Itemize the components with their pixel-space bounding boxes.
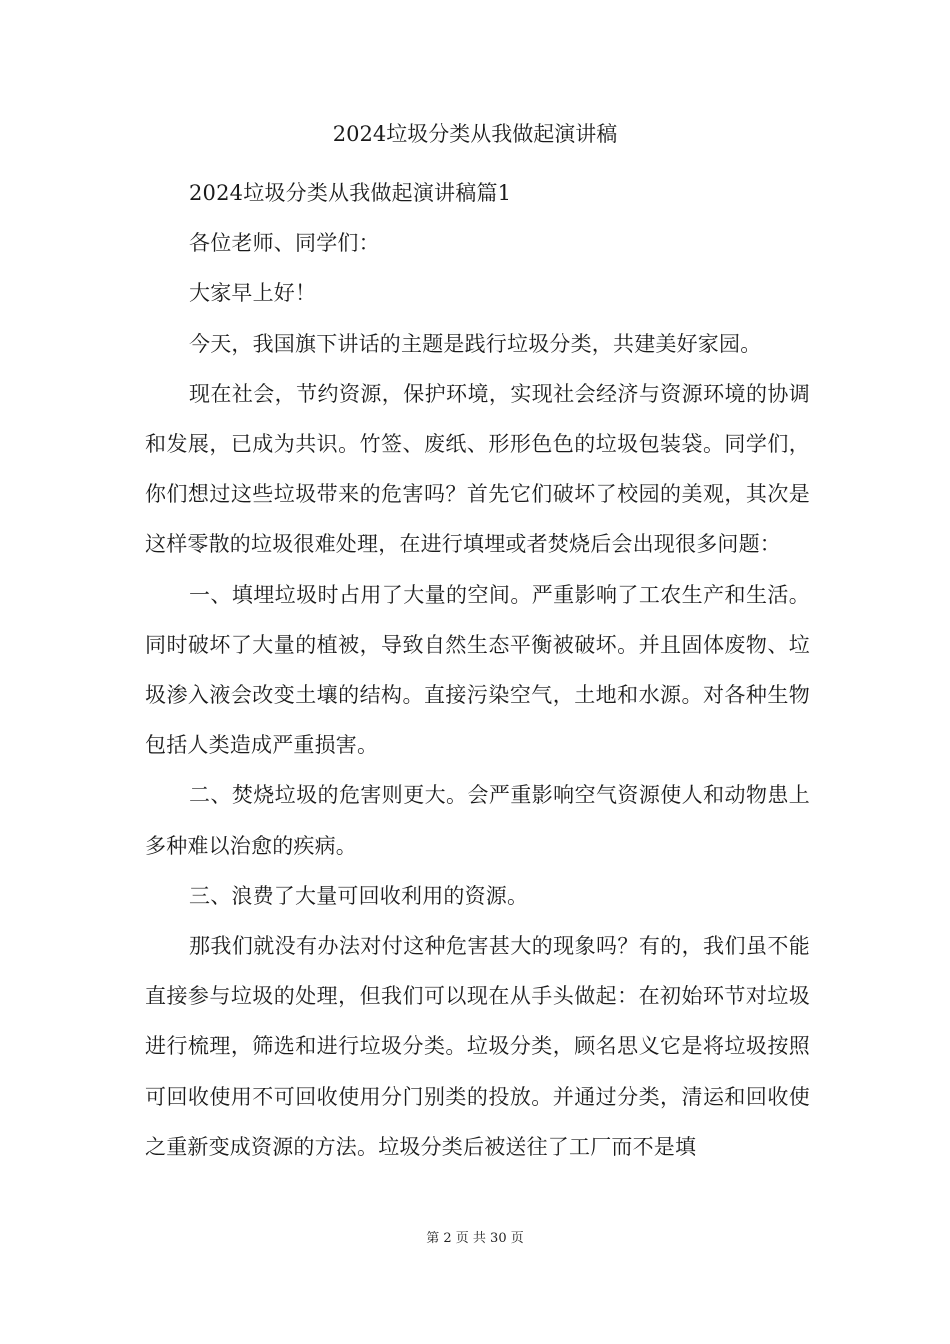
salutation-paragraph: 各位老师、同学们： <box>189 231 380 256</box>
document-title: 2024垃圾分类从我做起演讲稿 <box>332 122 618 146</box>
subtitle-paragraph: 2024垃圾分类从我做起演讲稿篇1 <box>189 181 512 205</box>
topic-paragraph: 今天，我国旗下讲话的主题是践行垃圾分类，共建美好家园。 <box>189 331 762 356</box>
page-number-footer: 第 2 页 共 30 页 <box>426 1231 524 1246</box>
body-paragraph: 现在社会，节约资源，保护环境，实现社会经济与资源环境的协调和发展，已成为共识。竹签、废纸、形形色色的垃圾包装袋。同学们，你们想过这些垃圾带来的危害吗？首先它们破坏了校园的美观，其次是这样零散的垃圾很难处理，在进行填埋或者焚烧后会出现很多问题： <box>145 381 810 557</box>
body-paragraph: 那我们就没有办法对付这种危害甚大的现象吗？有的，我们虽不能直接参与垃圾的处理，但我们可以现在从手头做起：在初始环节对垃圾进行梳理，筛选和进行垃圾分类。垃圾分类，顾名思义它是将垃圾按照可回收使用不可回收使用分门别类的投放。并通过分类，清运和回收使之重新变成资源的方法。垃圾分类后被送往了工厂而不是填 <box>145 934 810 1159</box>
document-body <box>145 168 810 1172</box>
body-paragraph: 三、浪费了大量可回收利用的资源。 <box>189 883 529 908</box>
body-paragraph: 一、填埋垃圾时占用了大量的空间。严重影响了工农生产和生活。同时破坏了大量的植被，导致自然生态平衡被破坏。并且固体废物、垃圾渗入液会改变土壤的结构。直接污染空气，土地和水源。对各种生物包括人类造成严重损害。 <box>145 582 810 758</box>
body-paragraph: 二、焚烧垃圾的危害则更大。会严重影响空气资源使人和动物患上多种难以治愈的疾病。 <box>145 783 810 858</box>
greeting-paragraph: 大家早上好！ <box>189 281 317 306</box>
